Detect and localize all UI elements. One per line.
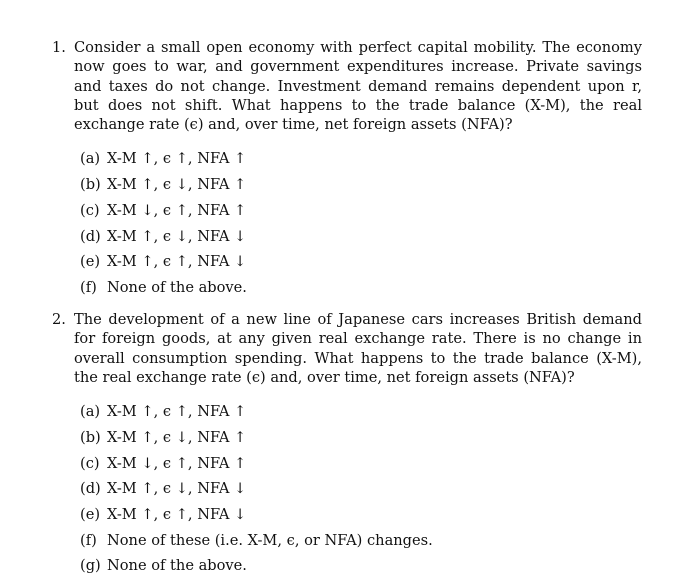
question-number: 1. <box>52 39 66 56</box>
option-text: None of the above. <box>107 557 247 575</box>
option-label: (e) <box>80 505 101 523</box>
option-text: X-M ↓, ϵ ↑, NFA ↑ <box>107 454 247 472</box>
option-a <box>80 146 642 172</box>
option-d <box>80 476 642 502</box>
question-text: Consider a small open economy with perfect capital mobility. The economy now goes to war, and government expenditures increase. Private savings and taxes do not change. Investment demand remains dependent upon r, but does not shift. What happens to the trade balance (X-M), the real exchange rate (ϵ) and, over time, net foreign assets (NFA)? <box>74 39 642 134</box>
option-f <box>80 275 642 301</box>
answer-options <box>80 146 642 300</box>
option-text: X-M ↑, ϵ ↑, NFA ↑ <box>107 403 247 421</box>
option-label: (e) <box>80 253 101 271</box>
option-f <box>80 528 642 554</box>
option-label: (a) <box>80 403 101 421</box>
option-label: (a) <box>80 150 101 168</box>
option-text: X-M ↓, ϵ ↑, NFA ↑ <box>107 201 247 219</box>
option-text: X-M ↑, ϵ ↓, NFA ↓ <box>107 480 247 498</box>
option-text: X-M ↑, ϵ ↑, NFA ↑ <box>107 150 247 168</box>
option-e <box>80 502 642 528</box>
option-b <box>80 172 642 198</box>
option-text: X-M ↑, ϵ ↑, NFA ↓ <box>107 253 247 271</box>
option-label: (f) <box>80 278 97 296</box>
option-label: (d) <box>80 480 101 498</box>
option-d <box>80 224 642 250</box>
option-c <box>80 451 642 477</box>
option-c <box>80 198 642 224</box>
question-text: The development of a new line of Japanese cars increases British demand for foreign goods, at any given real exchange rate. There is no change in overall consumption spending. What happens to the trade balance (X-M), the real exchange rate (ϵ) and, over time, net foreign assets (NFA)? <box>74 311 642 386</box>
answer-options <box>80 399 642 579</box>
question-1-stem <box>52 38 642 134</box>
option-label: (b) <box>80 428 101 446</box>
option-b <box>80 425 642 451</box>
option-a <box>80 399 642 425</box>
question-2 <box>52 310 642 579</box>
option-e <box>80 249 642 275</box>
option-text: X-M ↑, ϵ ↓, NFA ↓ <box>107 227 247 245</box>
option-label: (f) <box>80 531 97 549</box>
option-text: X-M ↑, ϵ ↓, NFA ↑ <box>107 176 247 194</box>
option-text: X-M ↑, ϵ ↓, NFA ↑ <box>107 428 247 446</box>
option-g <box>80 553 642 579</box>
option-text: None of these (i.e. X-M, ϵ, or NFA) changes. <box>107 531 433 549</box>
option-text: None of the above. <box>107 278 247 296</box>
question-1 <box>52 38 642 301</box>
option-label: (d) <box>80 227 101 245</box>
option-text: X-M ↑, ϵ ↑, NFA ↓ <box>107 505 247 523</box>
question-number: 2. <box>52 311 66 328</box>
question-2-stem <box>52 310 642 387</box>
option-label: (c) <box>80 454 100 472</box>
option-label: (b) <box>80 176 101 194</box>
option-label: (g) <box>80 557 101 575</box>
option-label: (c) <box>80 201 100 219</box>
